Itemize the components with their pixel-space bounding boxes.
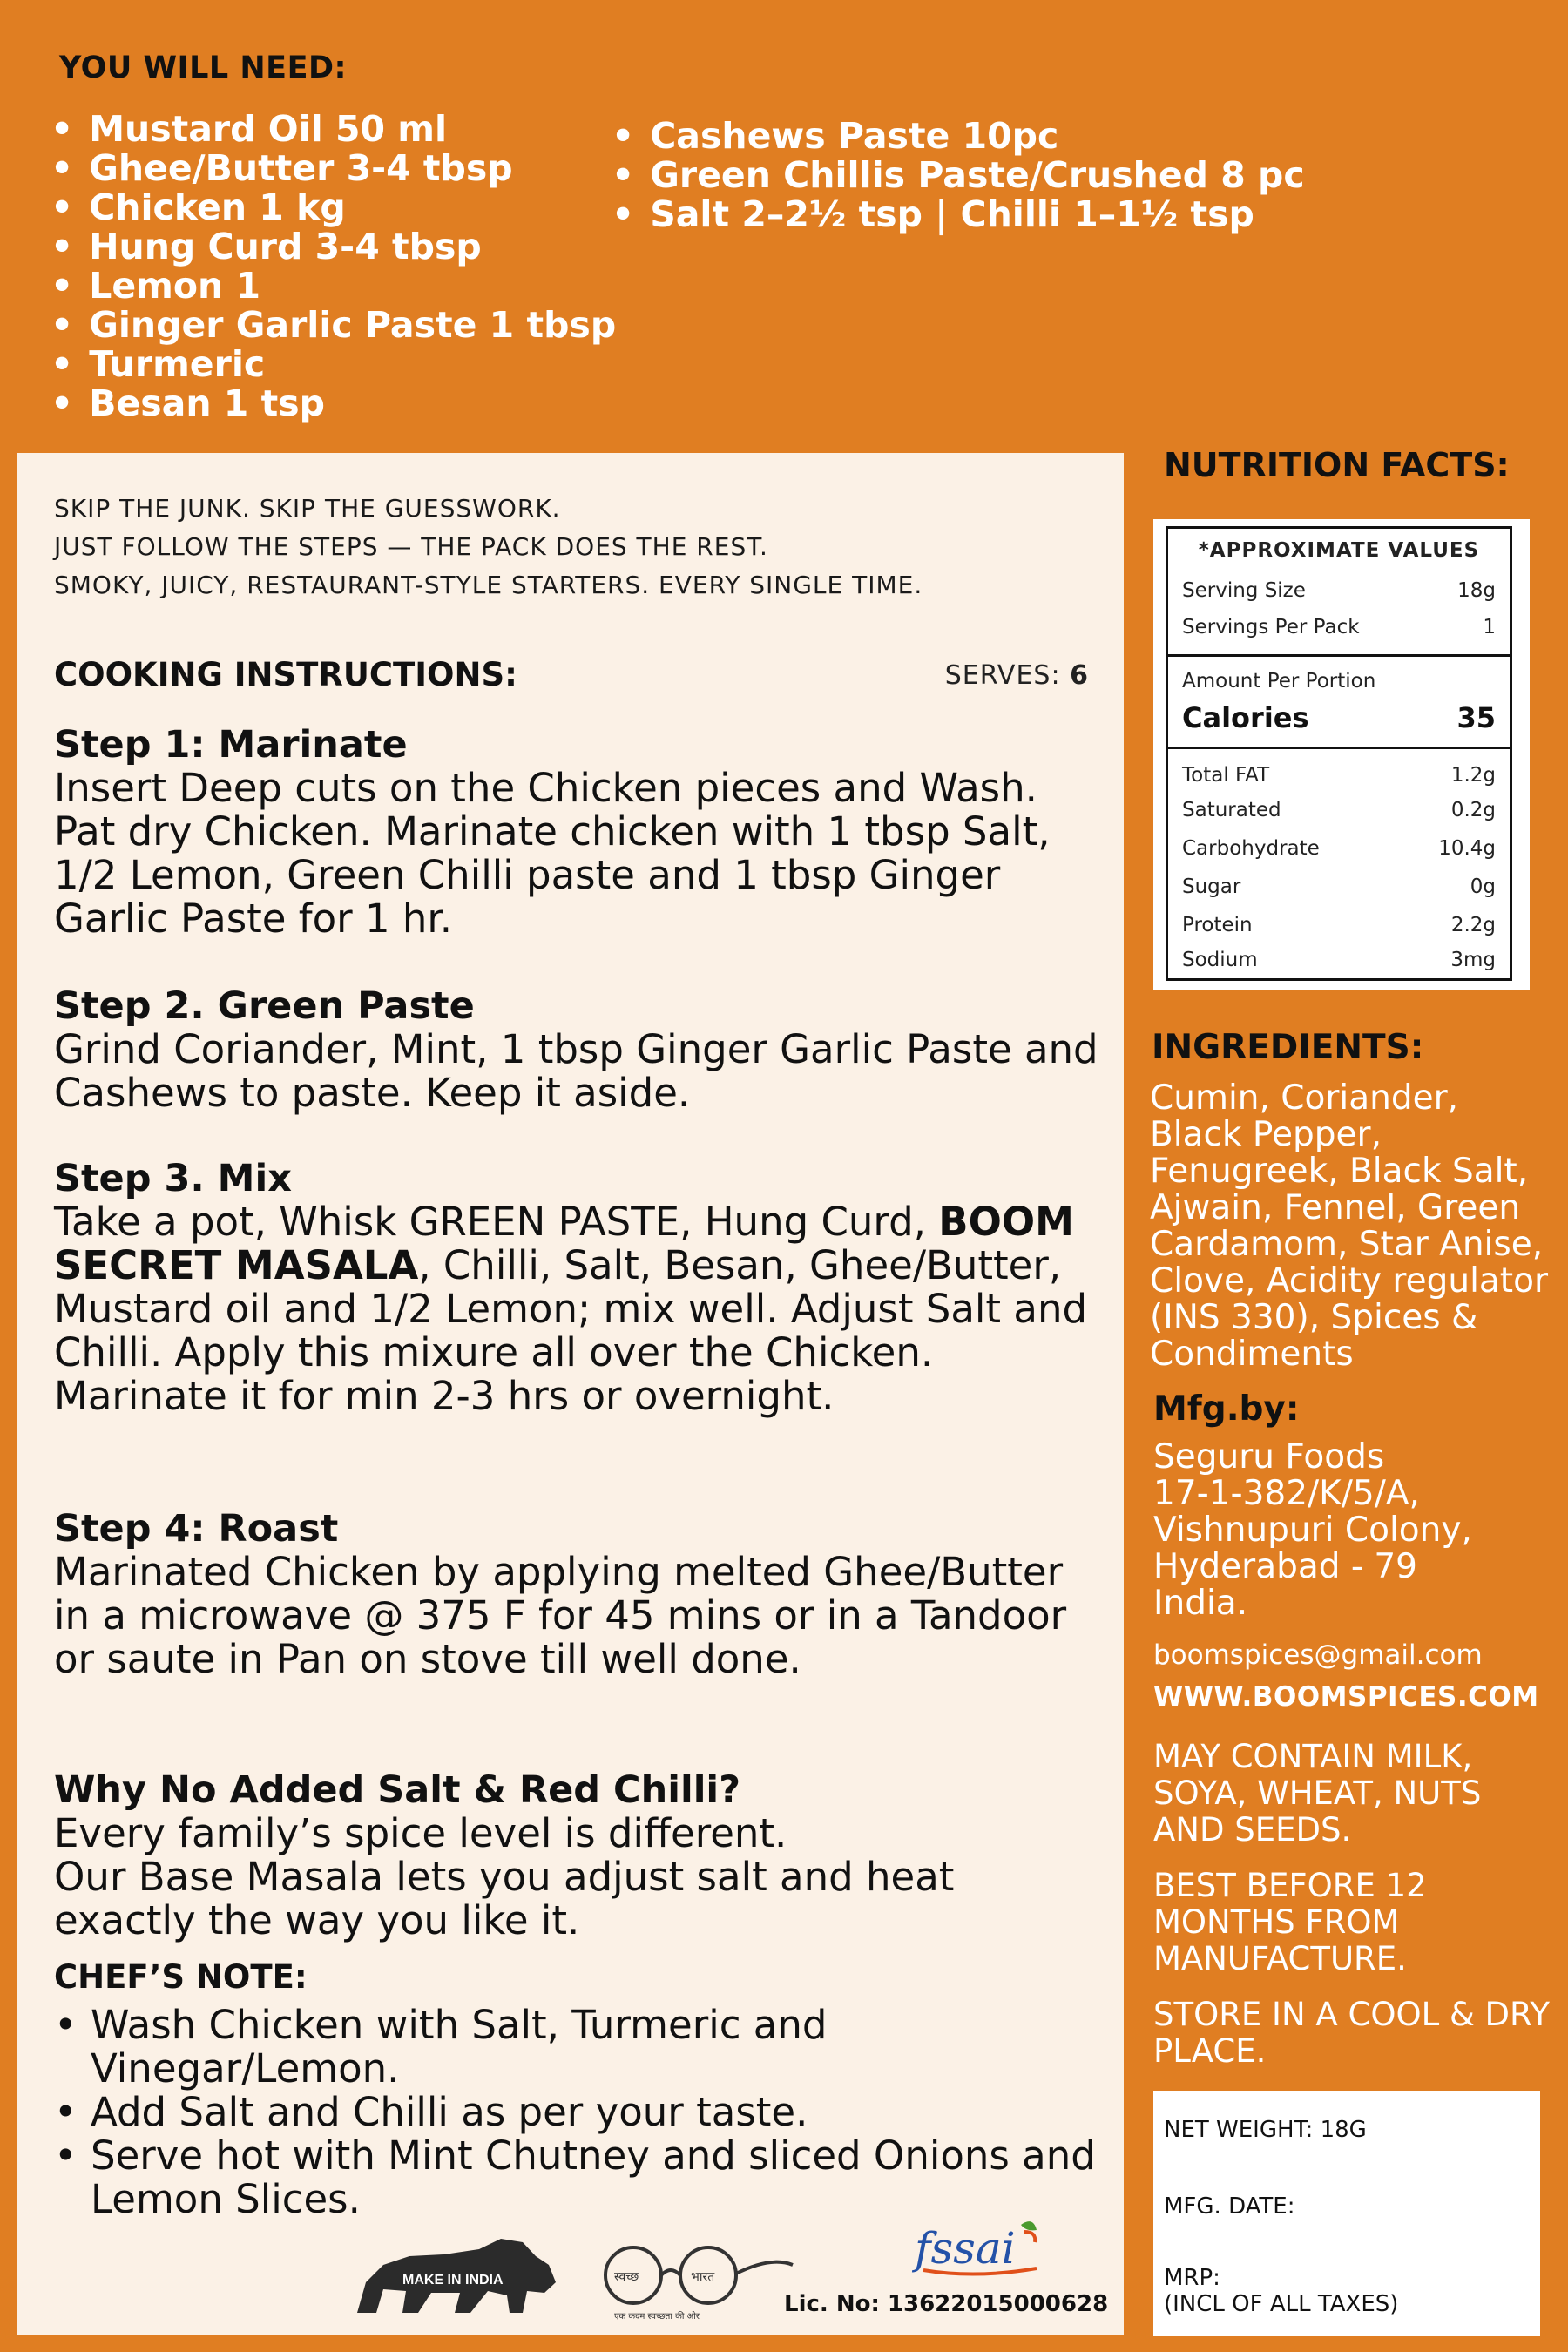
address-line: India. [1153, 1584, 1248, 1623]
step-text: Grind Coriander, Mint, 1 tbsp Ginger Garlic Paste and Cashews to paste. Keep it aside. [54, 1026, 1098, 1116]
nutrition-value: 0.2g [1450, 799, 1496, 821]
serves-label: SERVES: [944, 660, 1061, 691]
address-line: 17-1-382/K/5/A, [1153, 1474, 1420, 1513]
nutrition-label: Sodium [1182, 949, 1258, 971]
swachh-tagline: एक कदम स्वच्छता की ओर [614, 2312, 700, 2322]
nutrition-row [1182, 949, 1496, 971]
nutrition-table [1153, 519, 1530, 990]
list-item: • Wash Chicken with Salt, Turmeric and Vinegar/Lemon. [54, 2004, 1125, 2091]
tagline-line: SKIP THE JUNK. SKIP THE GUESSWORK. [54, 494, 561, 523]
nutrition-label: Amount Per Portion [1182, 670, 1376, 693]
list-item: • Hung Curd 3-4 tbsp [51, 227, 616, 267]
nutrition-value: 10.4g [1438, 837, 1496, 860]
nutrition-label: Saturated [1182, 799, 1281, 821]
serves-value: 6 [1070, 660, 1089, 691]
nutrition-row [1182, 616, 1496, 639]
calories-row [1182, 701, 1496, 734]
fssai-text: fssai [915, 2223, 1016, 2274]
manufacturer-title: Mfg.by: [1153, 1389, 1300, 1429]
tagline-line: JUST FOLLOW THE STEPS — THE PACK DOES THE REST. [54, 532, 768, 561]
nutrition-facts-title: NUTRITION FACTS: [1164, 446, 1510, 484]
nutrition-row [1182, 579, 1496, 602]
nutrition-value: 0g [1470, 875, 1496, 898]
step-heading: Step 1: Marinate [54, 723, 408, 767]
step-4 [54, 1507, 1099, 1681]
list-item: • Serve hot with Mint Chutney and sliced Onions and Lemon Slices. [54, 2134, 1125, 2221]
nutrition-label: Servings Per Pack [1182, 616, 1360, 639]
step-3 [54, 1157, 1099, 1418]
address-line: Vishnupuri Colony, [1153, 1511, 1472, 1550]
step-text: Insert Deep cuts on the Chicken pieces and Wash. Pat dry Chicken. Marinate chicken with 1 tbsp Salt, 1/2 Lemon, Green Chilli paste and 1 tbsp Ginger Garlic Paste for 1 hr. [54, 765, 1051, 942]
make-in-india-text: MAKE IN INDIA [402, 2273, 504, 2288]
fssai-logo [906, 2213, 1054, 2282]
step-text [54, 1200, 1099, 1418]
nutrition-label: Carbohydrate [1182, 837, 1320, 860]
nutrition-row [1182, 837, 1496, 860]
list-item: • Turmeric [51, 345, 616, 384]
chefs-note-title: CHEF’S NOTE: [54, 1958, 308, 1996]
list-item: • Add Salt and Chilli as per your taste. [54, 2091, 1125, 2134]
mrp-label: MRP: [1164, 2265, 1220, 2291]
website-url: WWW.BOOMSPICES.COM [1153, 1681, 1539, 1713]
step-heading: Step 2. Green Paste [54, 984, 475, 1028]
list-item: • Ginger Garlic Paste 1 tbsp [51, 306, 616, 345]
step-text-part: , Chilli, Salt, Besan, Ghee/Butter, Mustard oil and 1/2 Lemon; mix well. Adjust Salt and Chilli. Apply this mixure all over the Chicken. Marinate it for min 2-3 hrs or overnight. [54, 1242, 1088, 1419]
you-will-need-title: YOU WILL NEED: [59, 51, 348, 85]
nutrition-label: Total FAT [1182, 764, 1270, 787]
section-text: Our Base Masala lets you adjust salt and heat exactly the way you like it. [54, 1854, 955, 1943]
nutrition-row [1182, 799, 1496, 821]
address-line: Seguru Foods [1153, 1437, 1385, 1477]
section-text: Every family’s spice level is different. [54, 1810, 787, 1856]
step-2 [54, 984, 1099, 1115]
address-line: Hyderabad - 79 [1153, 1547, 1417, 1586]
divider [1168, 747, 1510, 749]
ingredients-title: INGREDIENTS: [1152, 1028, 1424, 1067]
serves-info [945, 660, 1089, 691]
list-item: • Besan 1 tsp [51, 384, 616, 423]
tagline [54, 490, 923, 605]
mfg-date: MFG. DATE: [1164, 2193, 1295, 2220]
license-number: Lic. No: 13622015000628 [784, 2291, 1109, 2317]
nutrition-label: Protein [1182, 914, 1253, 936]
nutrition-label: Sugar [1182, 875, 1241, 898]
step-text-part: Take a pot, Whisk GREEN PASTE, Hung Curd, [54, 1199, 939, 1245]
list-item: • Mustard Oil 50 ml [51, 110, 616, 149]
divider [1168, 654, 1510, 657]
step-text: Marinated Chicken by applying melted Ghee/Butter in a microwave @ 375 F for 45 mins or in a Tandoor or saute in Pan on stove till well done. [54, 1549, 1067, 1682]
list-item: • Lemon 1 [51, 267, 616, 306]
make-in-india-logo [348, 2230, 566, 2326]
swachh-text: स्वच्छ [614, 2270, 639, 2284]
storage-note: STORE IN A COOL & DRY PLACE. [1153, 1996, 1550, 2070]
nutrition-value: 1.2g [1450, 764, 1496, 787]
nutrition-row [1182, 914, 1496, 936]
cooking-instructions-title: COOKING INSTRUCTIONS: [54, 656, 517, 693]
calories-label: Calories [1182, 701, 1309, 734]
batch-label-box [1153, 2091, 1540, 2336]
bharat-text: भारत [691, 2270, 715, 2284]
tagline-line: SMOKY, JUICY, RESTAURANT-STYLE STARTERS. EVERY SINGLE TIME. [54, 571, 923, 599]
calories-value: 35 [1456, 701, 1496, 734]
section-heading: Why No Added Salt & Red Chilli? [54, 1768, 741, 1812]
nutrition-table-frame [1166, 526, 1512, 981]
step-heading: Step 4: Roast [54, 1507, 339, 1551]
swachh-bharat-logo [597, 2230, 806, 2326]
nutrition-value: 18g [1457, 579, 1496, 602]
instructions-card [17, 453, 1124, 2335]
nutrition-row [1182, 875, 1496, 898]
chefs-note-list [54, 2004, 1125, 2221]
nutrition-row [1182, 670, 1496, 693]
best-before-note: BEST BEFORE 12 MONTHS FROM MANUFACTURE. [1153, 1867, 1427, 1977]
nutrition-value: 3mg [1450, 949, 1496, 971]
nutrition-row [1182, 764, 1496, 787]
step-1 [54, 723, 1099, 941]
why-no-salt-section [54, 1768, 1099, 1943]
nutrition-value: 2.2g [1450, 914, 1496, 936]
nutrition-label: Serving Size [1182, 579, 1306, 602]
list-item: • Green Chillis Paste/Crushed 8 pc [612, 156, 1305, 195]
list-item: • Cashews Paste 10pc [612, 117, 1305, 156]
list-item: • Salt 2–2½ tsp | Chilli 1–1½ tsp [612, 195, 1305, 234]
email-address: boomspices@gmail.com [1153, 1639, 1483, 1671]
allergen-warning: MAY CONTAIN MILK, SOYA, WHEAT, NUTS AND SEEDS. [1153, 1738, 1482, 1848]
ingredients-text: Cumin, Coriander, Black Pepper, Fenugreek, Black Salt, Ajwain, Fennel, Green Cardamom, Star Anise, Clove, Acidity regulator (INS 330), Spices & Condiments [1150, 1078, 1548, 1374]
secret-masala-highlight: BOOM SECRET MASALA [54, 1199, 1074, 1288]
manufacturer-address [1153, 1439, 1472, 1622]
nutrition-value: 1 [1483, 616, 1496, 639]
ingredient-list-right [612, 117, 1305, 234]
net-weight: NET WEIGHT: 18G [1164, 2117, 1367, 2143]
list-item: • Chicken 1 kg [51, 188, 616, 227]
list-item: • Ghee/Butter 3-4 tbsp [51, 149, 616, 188]
nutrition-header: *APPROXIMATE VALUES [1198, 539, 1480, 562]
mrp-note: (INCL OF ALL TAXES) [1164, 2291, 1399, 2317]
ingredient-list-left [51, 110, 616, 423]
step-heading: Step 3. Mix [54, 1157, 292, 1200]
